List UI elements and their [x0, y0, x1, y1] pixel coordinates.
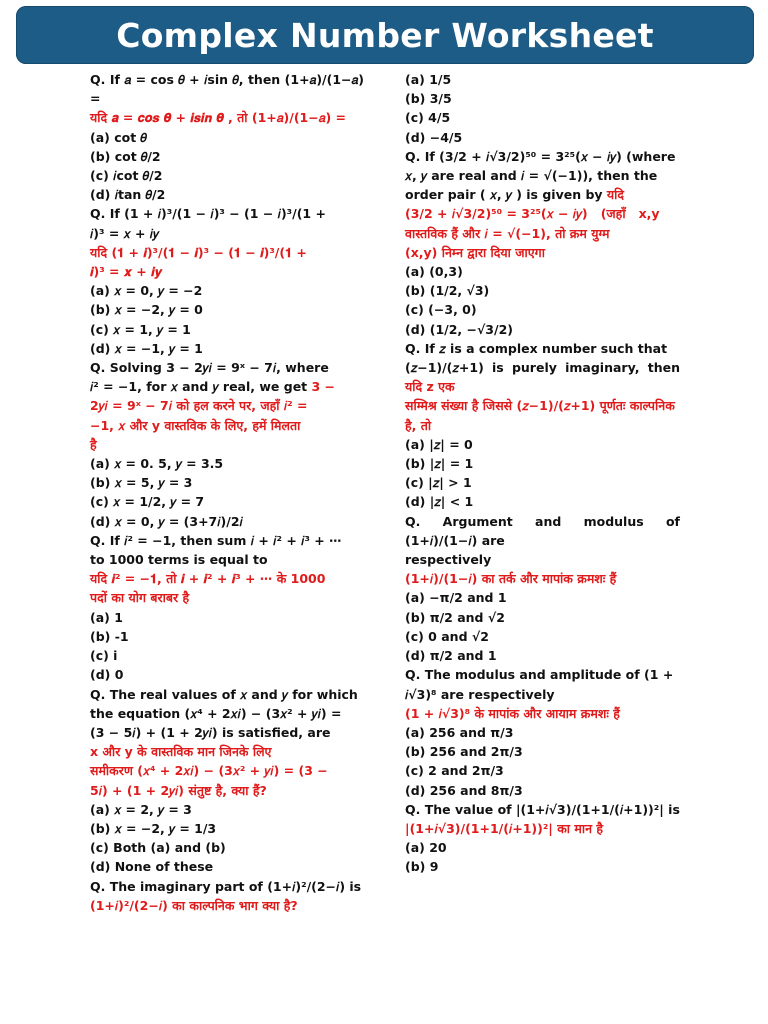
hindi-line: 5𝑖) + (1 + 2𝑦𝑖) संतुष्ट है, क्या हैं?: [90, 782, 267, 798]
question-line: 𝑥, 𝑦 are real and 𝑖 = √(−1)), then the: [405, 168, 658, 184]
question-line: 𝑖)³ = 𝑥 + 𝑖𝑦: [90, 225, 159, 241]
option-line: (a) 𝑥 = 0, 𝑦 = −2: [90, 283, 203, 299]
option-line: (b) 𝑥 = −2, 𝑦 = 0: [90, 302, 203, 318]
hindi-line: |(1+𝑖√3)/(1+1/(𝑖+1))²| का मान है: [405, 820, 604, 836]
hindi-line: सम्मिश्र संख्या है जिससे (𝑧−1)/(𝑧+1) पूर्णतः काल्पनिक: [405, 398, 675, 414]
question-line: Q. If (3/2 + 𝑖√3/2)⁵⁰ = 3²⁵(𝑥 − 𝑖𝑦) (where: [405, 148, 676, 164]
question-line: (3 − 5𝑖) + (1 + 2𝑦𝑖) is satisfied, are: [90, 724, 331, 740]
option-line: (c) 𝑥 = 1/2, 𝑦 = 7: [90, 494, 205, 510]
option-line: (a) 𝑥 = 0. 5, 𝑦 = 3.5: [90, 456, 224, 472]
option-line: (d) π/2 and 1: [405, 648, 497, 664]
title-banner: [16, 6, 754, 64]
hindi-line: यदि 𝒂 = 𝒄𝒐𝒔 𝜽 + 𝒊𝒔𝒊𝒏 𝜽 , तो (1+𝑎)/(1−𝑎) =: [90, 110, 347, 126]
option-line: (a) cot 𝜃: [90, 129, 147, 145]
hindi-line: (1+𝑖)²/(2−𝑖) का काल्पनिक भाग क्या है?: [90, 897, 298, 913]
hindi-line: यदि 𝒊² = −𝟏, तो 𝒊 + 𝒊² + 𝒊³ + ⋯ के 1000: [90, 571, 326, 587]
option-line: (a) 1/5: [405, 72, 452, 87]
question-line: Q. If 𝑧 is a complex number such that: [405, 340, 668, 356]
question-line: [90, 377, 364, 396]
question-line: 𝑖√3)⁸ are respectively: [405, 686, 555, 702]
question-line: [405, 358, 685, 396]
option-line: (c) |𝑧| > 1: [405, 475, 472, 491]
option-line: (a) 20: [405, 840, 447, 856]
option-line: (d) 0: [90, 667, 124, 683]
option-line: (b) -1: [90, 628, 129, 644]
option-line: (c) 𝑖cot 𝜃/2: [90, 168, 163, 184]
option-line: (b) 3/5: [405, 91, 452, 107]
question-line: [405, 185, 680, 204]
question-line: Q. The modulus and amplitude of (1 +: [405, 667, 674, 683]
option-line: (b) 256 and 2π/3: [405, 744, 523, 760]
option-line: (d) 𝑖tan 𝜃/2: [90, 187, 166, 203]
page-title: Complex Number Worksheet: [116, 15, 654, 55]
hindi-text: 3 −: [311, 379, 336, 395]
option-line: (d) |𝑧| < 1: [405, 494, 474, 510]
left-column: [90, 70, 369, 915]
option-line: (d) 𝑥 = 0, 𝑦 = (3+7𝑖)/2𝑖: [90, 513, 243, 529]
question-line: Q. If 𝑖² = −1, then sum 𝑖 + 𝑖² + 𝑖³ + ⋯: [90, 532, 342, 548]
hindi-line: 𝒊)³ = 𝒙 + 𝒊𝒚: [90, 264, 163, 280]
question-line: Q. The value of |(1+𝑖√3)/(1+1/(𝑖+1))²| is: [405, 801, 680, 817]
option-line: (b) 𝑥 = 5, 𝑦 = 3: [90, 475, 193, 491]
option-line: (c) 4/5: [405, 110, 451, 126]
question-text: 𝑖² = −1, for 𝑥 and 𝑦 real, we get: [90, 379, 312, 395]
option-line: (b) |𝑧| = 1: [405, 456, 474, 472]
question-line: Q. The real values of 𝑥 and 𝑦 for which: [90, 686, 358, 702]
option-line: (b) π/2 and √2: [405, 609, 505, 625]
hindi-line: (1+𝑖)/(1−𝑖) का तर्क और मापांक क्रमशः हैं: [405, 571, 617, 587]
option-line: (d) 256 and 8π/3: [405, 782, 523, 798]
option-line: (a) 1: [90, 609, 123, 625]
option-line: (c) 0 and √2: [405, 628, 489, 644]
hindi-line: 2𝑦𝑖 = 9ˣ − 7𝑖 को हल करने पर, जहाँ 𝑖² =: [90, 398, 308, 414]
question-text: order pair ( 𝑥, 𝑦 ) is given by: [405, 187, 607, 203]
hindi-line: समीकरण (𝑥⁴ + 2𝑥𝑖) − (3𝑥² + 𝑦𝑖) = (3 −: [90, 763, 328, 779]
hindi-line: है: [90, 436, 97, 452]
option-line: (c) 2 and 2π/3: [405, 763, 504, 779]
option-line: (a) 256 and π/3: [405, 724, 514, 740]
hindi-line: है, तो: [405, 417, 432, 433]
option-line: (b) 𝑥 = −2, 𝑦 = 1/3: [90, 820, 217, 836]
option-line: (b) (1/2, √3): [405, 283, 490, 299]
option-line: (a) 𝑥 = 2, 𝑦 = 3: [90, 801, 192, 817]
option-line: (a) −π/2 and 1: [405, 590, 507, 606]
option-line: (b) cot 𝜃/2: [90, 148, 161, 164]
question-text: (𝑧−1)/(𝑧+1) is purely imaginary, then: [405, 360, 685, 376]
option-line: (c) (−3, 0): [405, 302, 477, 318]
question-line: Q. Solving 3 − 2𝑦𝑖 = 9ˣ − 7𝑖, where: [90, 360, 329, 376]
hindi-text: यदि z एक: [405, 379, 455, 395]
option-line: (c) Both (a) and (b): [90, 840, 226, 856]
hindi-line: (1 + 𝑖√3)⁸ के मापांक और आयाम क्रमशः हैं: [405, 705, 620, 721]
hindi-line: (x,y) निम्न द्वारा दिया जाएगा: [405, 244, 545, 260]
option-line: (d) 𝑥 = −1, 𝑦 = 1: [90, 340, 203, 356]
hindi-line: (3/2 + 𝑖√3/2)⁵⁰ = 3²⁵(𝑥 − 𝑖𝑦) (जहाँ x,y: [405, 206, 660, 222]
option-line: (a) |𝑧| = 0: [405, 436, 473, 452]
right-column: [405, 70, 685, 877]
question-line: Q. If (1 + 𝑖)³/(1 − 𝑖)³ − (1 − 𝑖)³/(1 +: [90, 206, 326, 222]
hindi-line: x और y के वास्तविक मान जिनके लिए: [90, 744, 272, 760]
question-line: to 1000 terms is equal to: [90, 552, 268, 568]
hindi-text: यदि: [606, 187, 625, 203]
option-line: (c) i: [90, 648, 118, 664]
question-line: Q. The imaginary part of (1+𝑖)²/(2−𝑖) is: [90, 878, 362, 894]
hindi-line: यदि (𝟏 + 𝒊)³/(𝟏 − 𝒊)³ − (𝟏 − 𝒊)³/(𝟏 +: [90, 244, 307, 260]
option-line: (b) 9: [405, 859, 439, 875]
option-line: (d) (1/2, −√3/2): [405, 321, 513, 337]
hindi-line: −1, 𝑥 और y वास्तविक के लिए, हमें मिलता: [90, 417, 301, 433]
option-line: (c) 𝑥 = 1, 𝑦 = 1: [90, 321, 191, 337]
question-line: Q. If 𝑎 = cos 𝜃 + 𝑖sin 𝜃, then (1+𝑎)/(1−𝑎) =: [90, 72, 369, 107]
question-line: Q. Argument and modulus of (1+𝑖)/(1−𝑖) are: [405, 513, 685, 548]
hindi-line: पदों का योग बराबर है: [90, 590, 190, 606]
hindi-line: वास्तविक हैं और 𝑖 = √(−1), तो क्रम युग्म: [405, 225, 610, 241]
option-line: (d) None of these: [90, 859, 214, 875]
option-line: (d) −4/5: [405, 129, 463, 145]
question-line: respectively: [405, 552, 492, 568]
option-line: (a) (0,3): [405, 264, 463, 280]
question-line: the equation (𝑥⁴ + 2𝑥𝑖) − (3𝑥² + 𝑦𝑖) =: [90, 705, 342, 721]
